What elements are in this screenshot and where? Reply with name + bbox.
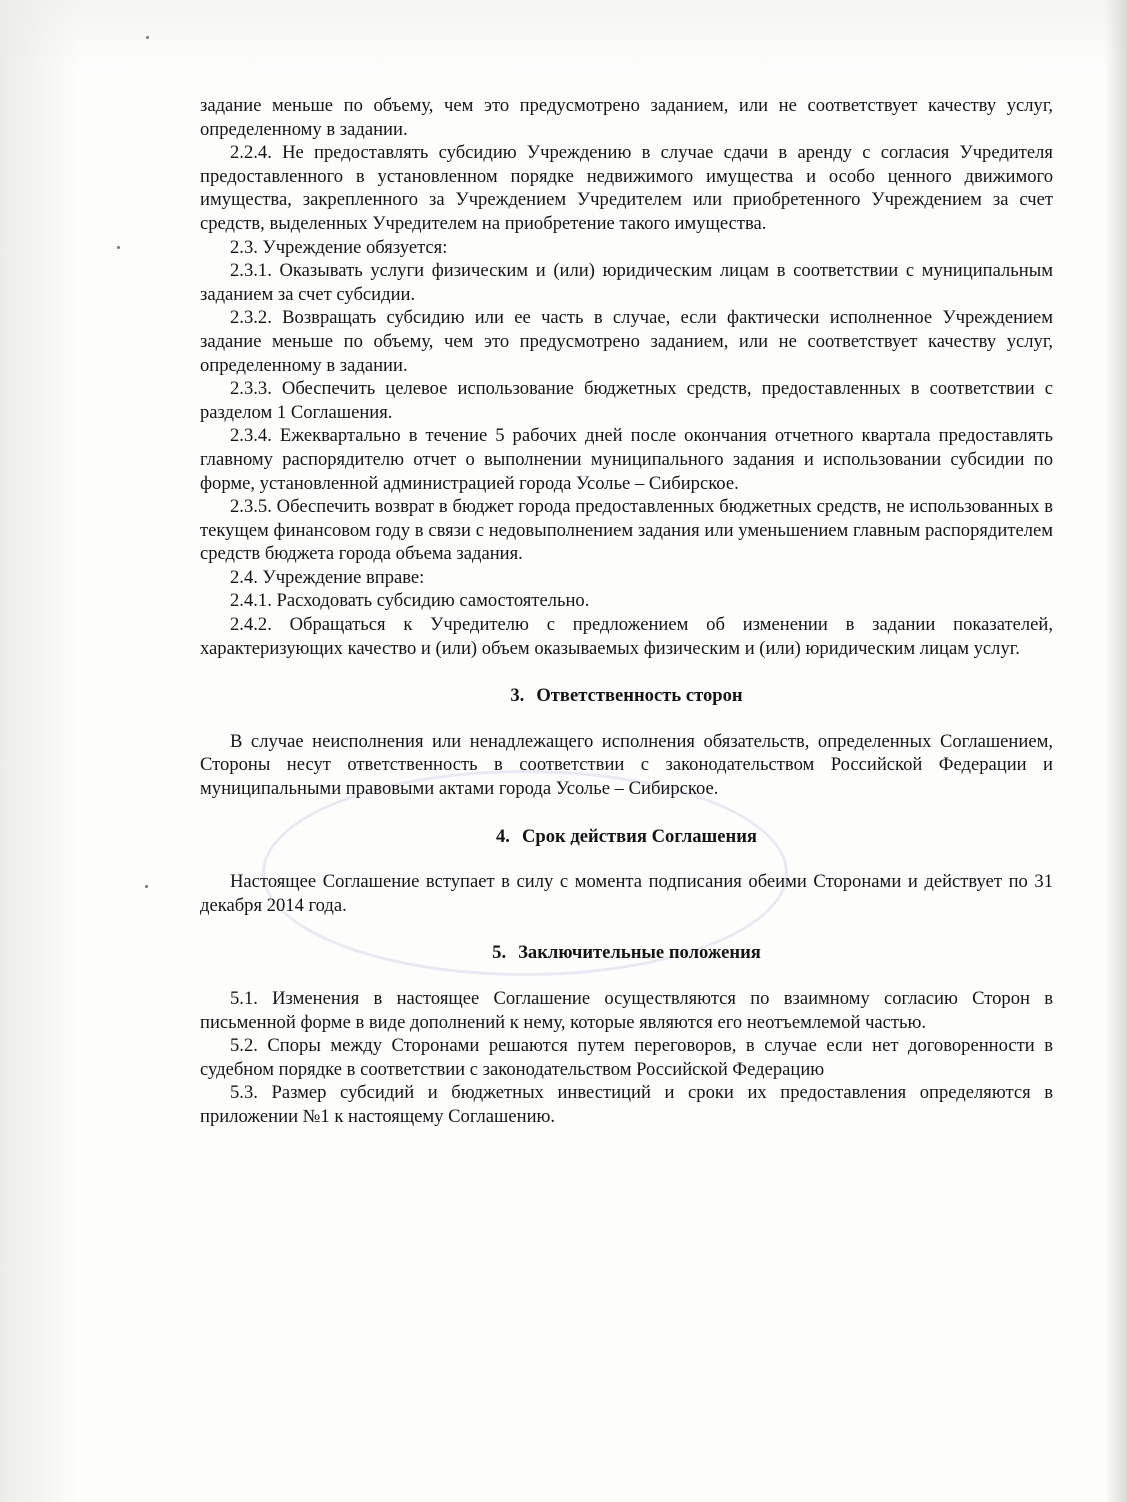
scan-shadow-right bbox=[1105, 0, 1127, 1502]
section-5-heading bbox=[200, 941, 1053, 965]
scan-speck bbox=[145, 885, 148, 888]
paragraph-section-3: В случае неисполнения или ненадлежащего исполнения обязательств, определенных Соглашением, Стороны несут ответственность в соответствии с законодательством Российской Федерации и муниципальными правовыми актами города Усолье – Сибирское. bbox=[200, 730, 1053, 800]
paragraph-2-3: 2.3. Учреждение обязуется: bbox=[230, 236, 448, 258]
section-number: 5. bbox=[492, 942, 507, 964]
scan-shadow-left bbox=[0, 0, 80, 1502]
scan-shadow-top bbox=[0, 0, 1127, 70]
paragraph-2-3-2: 2.3.2. Возвращать субсидию или ее часть в случае, если фактически исполненное Учреждением задание меньше по объему, чем это предусмотрено заданием, или не соответствует качеству услуг, определенному в задании. bbox=[200, 307, 1053, 376]
paragraph-2-3-3: 2.3.3. Обеспечить целевое использование бюджетных средств, предоставленных в соответствии с разделом 1 Соглашения. bbox=[200, 378, 1053, 423]
paragraph-2-3-4: 2.3.4. Ежеквартально в течение 5 рабочих дней после окончания отчетного квартала предоставлять главному распорядителю отчет о выполнении муниципального задания и использовании субсидии по форме, установленной администрацией города Усолье – Сибирское. bbox=[200, 425, 1053, 494]
paragraph-2-4: 2.4. Учреждение вправе: bbox=[230, 566, 425, 588]
section-title: Ответственность сторон bbox=[536, 685, 743, 707]
paragraph-5-2: 5.2. Споры между Сторонами решаются путем переговоров, в случае если нет договоренности в судебном порядке в соответствии с законодательством Российской Федерацию bbox=[200, 1035, 1053, 1080]
scan-speck bbox=[117, 246, 120, 249]
paragraph-2-4-2: 2.4.2. Обращаться к Учредителю с предложением об изменении в задании показателей, характеризующих качество и (или) объем оказываемых физическим и (или) юридическим лицам услуг. bbox=[200, 614, 1053, 659]
paragraph-2-4-1: 2.4.1. Расходовать субсидию самостоятельно. bbox=[230, 590, 590, 612]
paragraph-5-3: 5.3. Размер субсидий и бюджетных инвестиций и сроки их предоставления определяются в приложении №1 к настоящему Соглашению. bbox=[200, 1082, 1053, 1127]
paragraph-section-4: Настоящее Соглашение вступает в силу с момента подписания обеими Сторонами и действует по 31 декабря 2014 года. bbox=[200, 871, 1053, 916]
section-4-heading bbox=[200, 825, 1053, 849]
section-title: Срок действия Соглашения bbox=[521, 825, 757, 847]
paragraph-2-2-4: 2.2.4. Не предоставлять субсидию Учреждению в случае сдачи в аренду с согласия Учредителя предоставленного в установленном порядке недвижимого имущества и особо ценного движимого имущества, закрепленного за Учреждением Учредителем или приобретенного Учреждением за счет средств, выделенных Учредителем на приобретение такого имущества. bbox=[200, 142, 1053, 234]
paragraph: задание меньше по объему, чем это предусмотрено заданием, или не соответствует качеству услуг, определенному в задании. bbox=[200, 95, 1053, 140]
section-number: 4. bbox=[496, 825, 510, 847]
paragraph-2-3-1: 2.3.1. Оказывать услуги физическим и (или) юридическим лицам в соответствии с муниципальным заданием за счет субсидии. bbox=[200, 260, 1053, 305]
document-body bbox=[200, 94, 1053, 1129]
section-3-heading bbox=[200, 684, 1053, 708]
paragraph-5-1: 5.1. Изменения в настоящее Соглашение осуществляются по взаимному согласию Сторон в письменной форме в виде дополнений к нему, которые являются его неотъемлемой частью. bbox=[200, 988, 1053, 1033]
section-title: Заключительные положения bbox=[518, 942, 761, 964]
section-number: 3. bbox=[510, 685, 525, 707]
paragraph-2-3-5: 2.3.5. Обеспечить возврат в бюджет города предоставленных бюджетных средств, не использованных в текущем финансовом году в связи с недовыполнением задания или уменьшением главным распорядителем средств бюджета города объема задания. bbox=[200, 496, 1053, 565]
scan-speck bbox=[146, 36, 149, 39]
